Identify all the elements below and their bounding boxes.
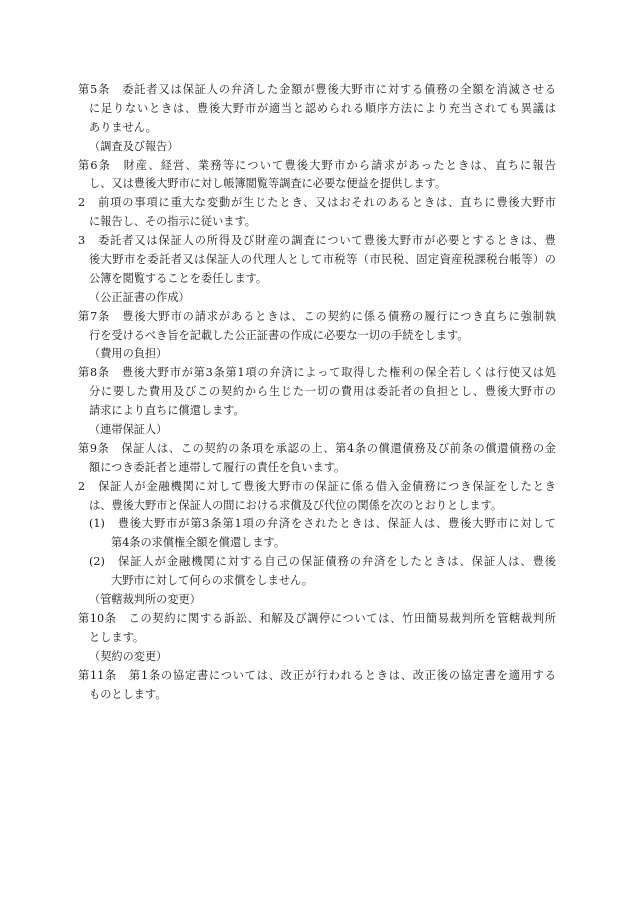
- document-line: 公簿を閲覧することを委任します。: [89, 271, 268, 285]
- document-line: （連帯保証人）: [89, 423, 168, 437]
- document-line: ものとします。: [89, 687, 167, 701]
- document-line: 第11条 第1条の協定書については、改正が行われるときは、改正後の協定書を適用する: [78, 668, 556, 682]
- document-line: し、又は豊後大野市に対し帳簿閲覧等調査に必要な便益を提供します。: [89, 177, 447, 191]
- document-line: （調査及び報告）: [89, 139, 179, 153]
- document-line: 3 委託者又は保証人の所得及び財産の調査について豊後大野市が必要とするときは、豊: [78, 234, 556, 248]
- document-line: 第6条 財産、経営、業務等について豊後大野市から請求があったときは、直ちに報告: [78, 158, 556, 172]
- document-line: 2 前項の事項に重大な変動が生じたとき、又はおそれのあるときは、直ちに豊後大野市: [78, 196, 556, 210]
- document-line: とします。: [89, 630, 145, 644]
- document-line: 額につき委託者と連帯して履行の責任を負います。: [89, 460, 346, 474]
- document-body: [78, 81, 556, 704]
- document-line: 第8条 豊後大野市が第3条第1項の弁済によって取得した権利の保全若しくは行使又は処: [78, 366, 556, 380]
- document-line: 大野市に対して何らの求償をしません。: [111, 574, 314, 588]
- document-line: 2 保証人が金融機関に対して豊後大野市の保証に係る借入金債務につき保証をしたとき: [78, 479, 556, 493]
- document-line: （管轄裁判所の変更）: [89, 593, 201, 607]
- document-line: 第4条の求償権全額を償還します。: [111, 536, 286, 550]
- document-line: （契約の変更）: [89, 649, 168, 663]
- document-line: に足りないときは、豊後大野市が適当と認められる順序方法により充当されても異議は: [89, 101, 556, 115]
- document-line: 後大野市を委託者又は保証人の代理人として市税等（市民税、固定資産税課税台帳等）の: [89, 253, 556, 267]
- document-line: 第5条 委託者又は保証人の弁済した金額が豊後大野市に対する債務の全額を消滅させる: [78, 83, 556, 96]
- document-line: 請求により直ちに償還します。: [89, 404, 245, 418]
- document-line: 行を受けるべき旨を記載した公正証書の作成に必要な一切の手続をします。: [89, 328, 469, 342]
- document-line: は、豊後大野市と保証人の間における求償及び代位の関係を次のとおりとします。: [89, 498, 503, 512]
- document-line: （費用の負担）: [89, 347, 168, 361]
- document-line: （公正証書の作成）: [89, 290, 190, 304]
- document-line: 第7条 豊後大野市の請求があるときは、この契約に係る債務の履行につき直ちに強制執: [78, 309, 556, 323]
- document-line: 分に要した費用及びこの契約から生じた一切の費用は委託者の負担とし、豊後大野市の: [89, 385, 556, 399]
- document-line: に報告し、その指示に従います。: [89, 215, 256, 229]
- document-line: 第9条 保証人は、この契約の条項を承認の上、第4条の償還債務及び前条の償還債務の金: [78, 441, 556, 455]
- document-line: (1) 豊後大野市が第3条第1項の弁済をされたときは、保証人は、豊後大野市に対して: [89, 517, 556, 531]
- document-line: 第10条 この契約に関する訴訟、和解及び調停については、竹田簡易裁判所を管轄裁判所: [78, 611, 556, 625]
- document-line: ありません。: [89, 120, 157, 134]
- document-line: (2) 保証人が金融機関に対する自己の保証債務の弁済をしたときは、保証人は、豊後: [89, 555, 556, 569]
